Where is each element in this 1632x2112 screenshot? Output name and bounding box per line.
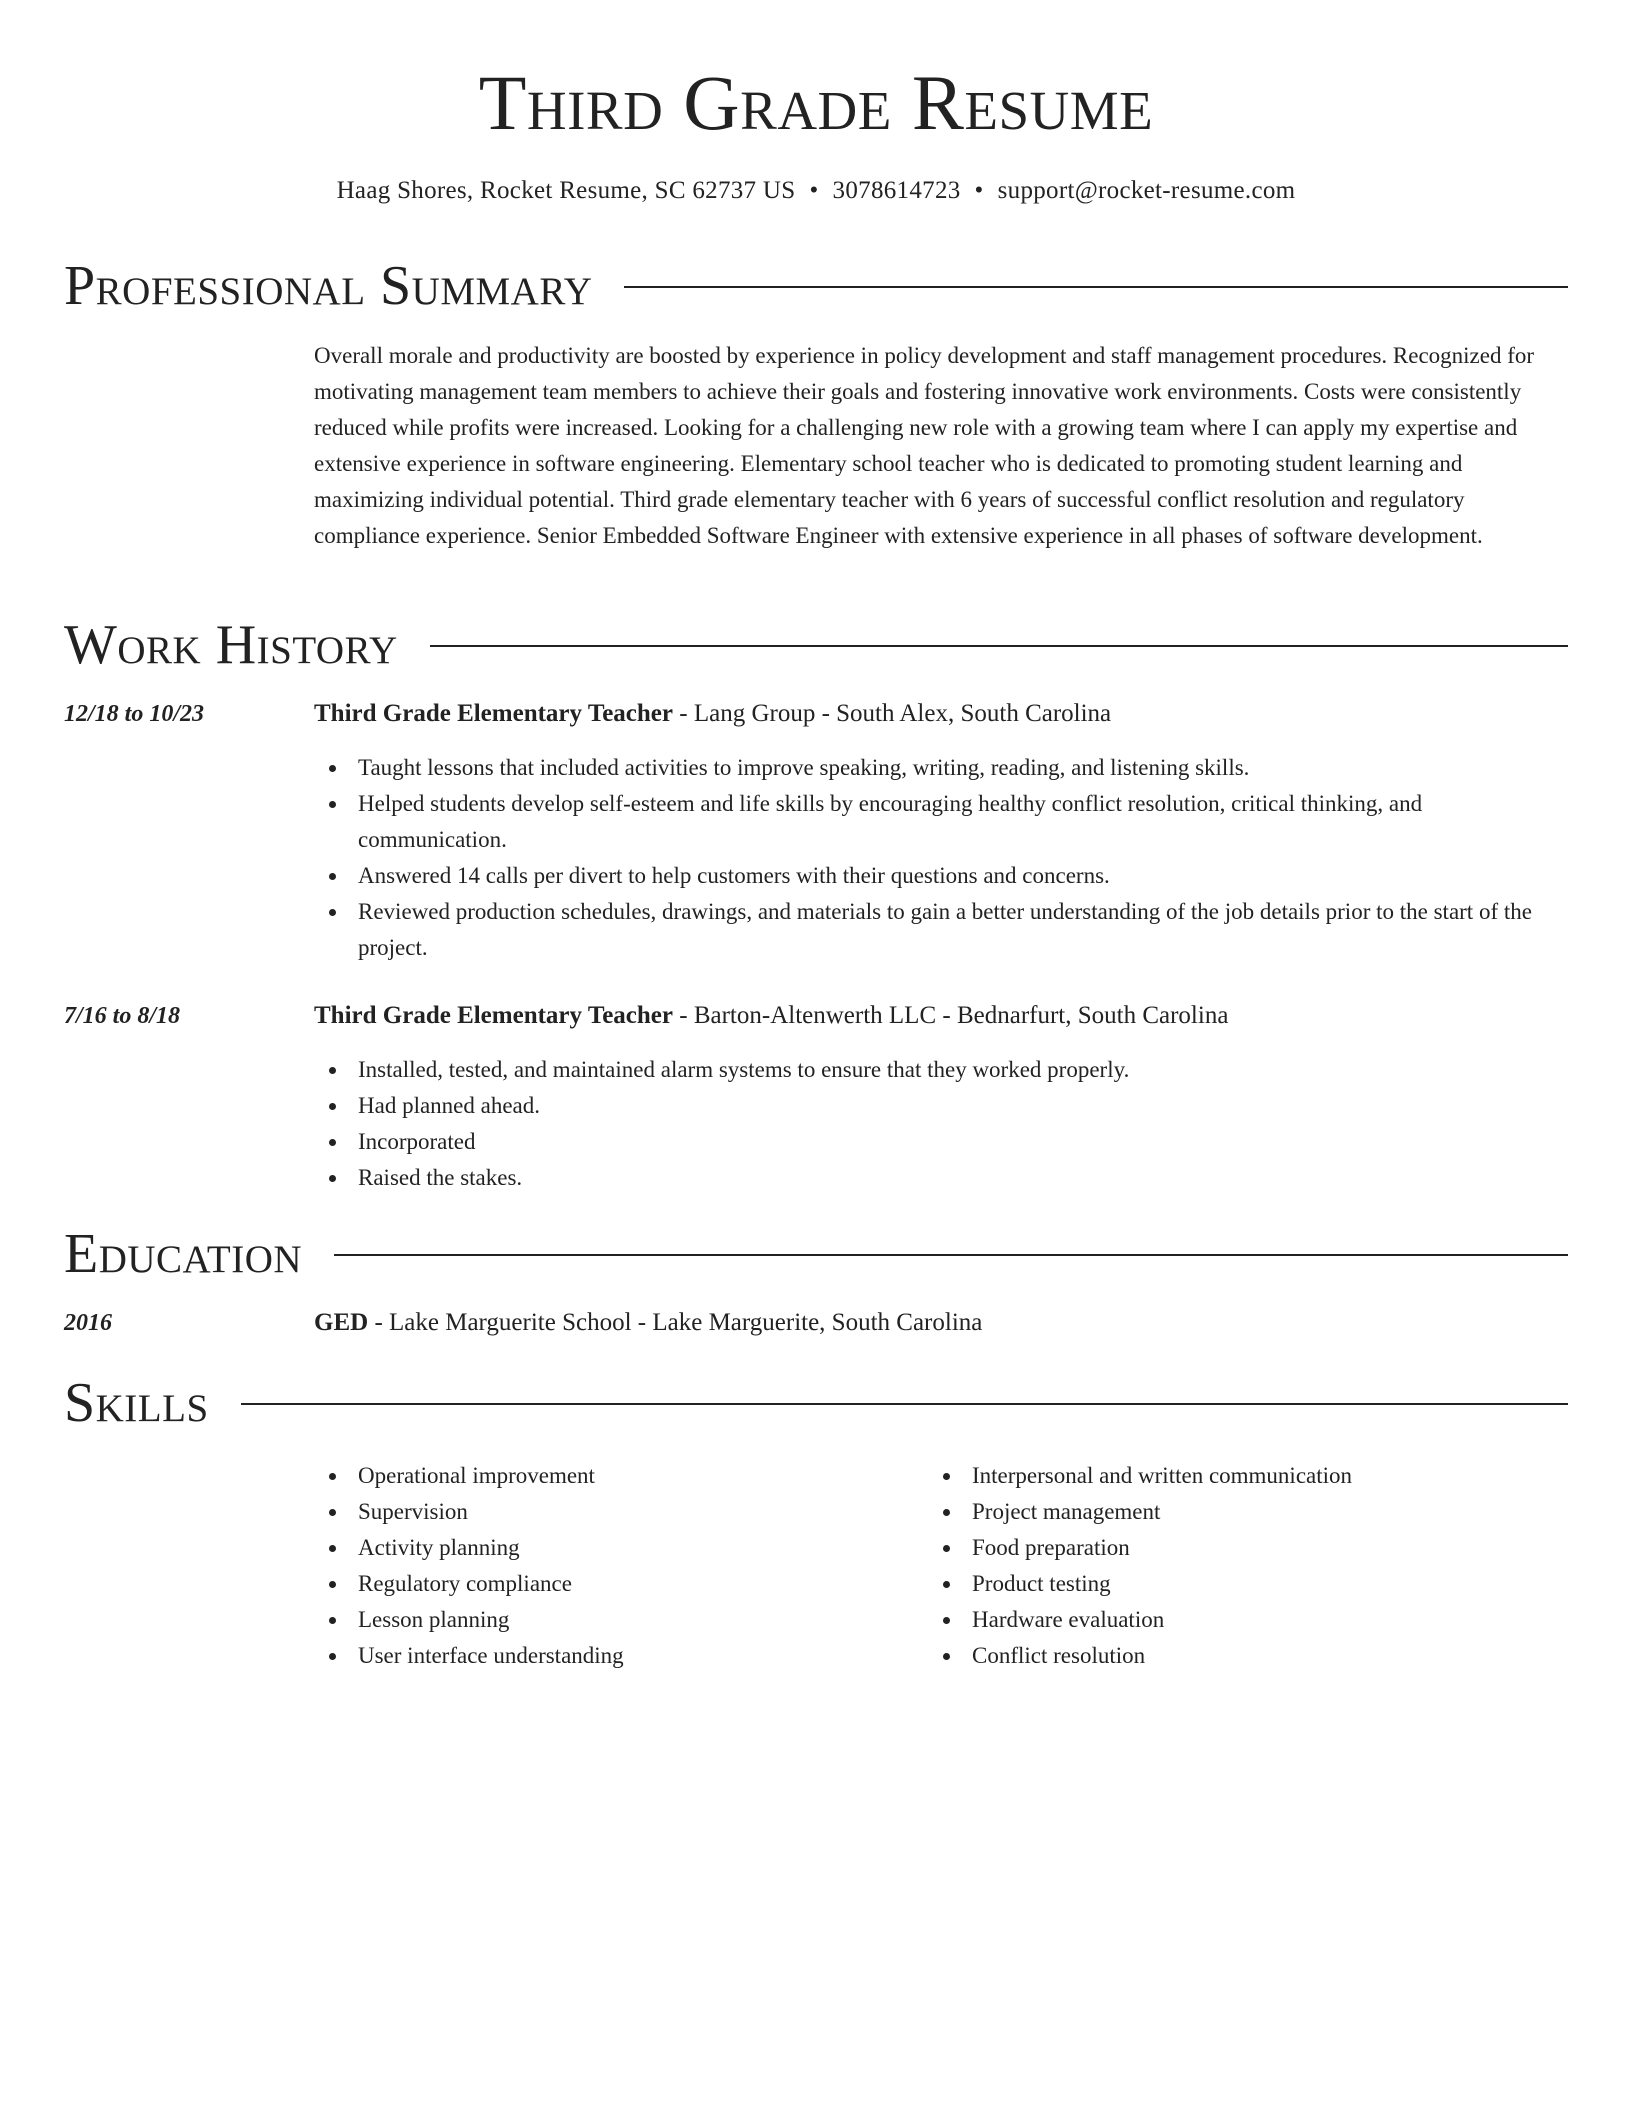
skill-item: Interpersonal and written communication bbox=[972, 1458, 1542, 1494]
job-heading bbox=[314, 697, 1570, 731]
section-divider bbox=[334, 1254, 1568, 1256]
education-section-title: Education bbox=[64, 1223, 303, 1285]
section-divider bbox=[624, 286, 1568, 288]
skill-item: Project management bbox=[972, 1494, 1542, 1530]
summary-section-title: Professional Summary bbox=[64, 255, 593, 317]
summary-section-header bbox=[64, 254, 1568, 318]
skills-section-header bbox=[64, 1371, 1568, 1435]
section-divider bbox=[430, 645, 1568, 647]
job-details: - Barton-Altenwerth LLC - Bednarfurt, South Carolina bbox=[673, 1002, 1229, 1029]
job-bullet: Incorporated bbox=[358, 1124, 1570, 1160]
skill-item: Supervision bbox=[358, 1494, 928, 1530]
job-bullet: Installed, tested, and maintained alarm systems to ensure that they worked properly. bbox=[358, 1052, 1570, 1088]
contact-separator: • bbox=[974, 177, 984, 204]
skills-section-title: Skills bbox=[64, 1372, 209, 1434]
job-bullets bbox=[314, 750, 1570, 966]
education-entry bbox=[314, 1306, 1570, 1340]
summary-text: Overall morale and productivity are boosted by experience in policy development and staff management procedures. Recognized for motivating management team members to achieve their goals and fostering innovative work environments. Costs were consistently reduced while profits were increased. Looking for a challenging new role with a growing team where I can apply my expertise and extensive experience in software engineering. Elementary school teacher who is dedicated to promoting student learning and maximizing individual potential. Third grade elementary teacher with 6 years of successful conflict resolution and regulatory compliance experience. Senior Embedded Software Engineer with extensive experience in all phases of software development. bbox=[314, 343, 1535, 548]
contact-address: Haag Shores, Rocket Resume, SC 62737 US bbox=[336, 177, 796, 204]
skill-item: Regulatory compliance bbox=[358, 1566, 928, 1602]
skill-item: Operational improvement bbox=[358, 1458, 928, 1494]
job-heading bbox=[314, 999, 1570, 1033]
job-bullet: Had planned ahead. bbox=[358, 1088, 1570, 1124]
skill-item: Food preparation bbox=[972, 1530, 1542, 1566]
job-bullet: Raised the stakes. bbox=[358, 1160, 1570, 1196]
contact-line bbox=[0, 174, 1632, 208]
job-position: Third Grade Elementary Teacher bbox=[314, 700, 673, 727]
section-divider bbox=[241, 1403, 1568, 1405]
skill-item: Hardware evaluation bbox=[972, 1602, 1542, 1638]
skills-list-left bbox=[314, 1458, 928, 1674]
job-dates: 12/18 to 10/23 bbox=[64, 701, 205, 727]
skill-item: Product testing bbox=[972, 1566, 1542, 1602]
work-section-title: Work History bbox=[64, 614, 398, 676]
work-section-header bbox=[64, 613, 1568, 677]
contact-separator: • bbox=[809, 177, 819, 204]
job-dates: 7/16 to 8/18 bbox=[64, 1003, 181, 1029]
skill-item: Conflict resolution bbox=[972, 1638, 1542, 1674]
contact-phone: 3078614723 bbox=[832, 177, 961, 204]
education-details: - Lake Marguerite School - Lake Marguerite, South Carolina bbox=[368, 1309, 983, 1336]
skill-item: Lesson planning bbox=[358, 1602, 928, 1638]
contact-email: support@rocket-resume.com bbox=[997, 177, 1296, 204]
job-details: - Lang Group - South Alex, South Carolina bbox=[673, 700, 1112, 727]
education-year: 2016 bbox=[64, 1310, 112, 1336]
job-bullet: Taught lessons that included activities to improve speaking, writing, reading, and listening skills. bbox=[358, 750, 1570, 786]
education-section-header bbox=[64, 1222, 1568, 1286]
resume-name: Third Grade Resume bbox=[478, 59, 1154, 146]
skills-list-right bbox=[928, 1458, 1542, 1674]
skill-item: User interface understanding bbox=[358, 1638, 928, 1674]
job-position: Third Grade Elementary Teacher bbox=[314, 1002, 673, 1029]
education-degree: GED bbox=[314, 1309, 369, 1336]
job-bullet: Helped students develop self-esteem and life skills by encouraging healthy conflict resolution, critical thinking, and communication. bbox=[358, 786, 1570, 858]
job-bullets bbox=[314, 1052, 1570, 1196]
job-bullet: Reviewed production schedules, drawings, and materials to gain a better understanding of the job details prior to the start of the project. bbox=[358, 894, 1570, 966]
skill-item: Activity planning bbox=[358, 1530, 928, 1566]
job-bullet: Answered 14 calls per divert to help customers with their questions and concerns. bbox=[358, 858, 1570, 894]
